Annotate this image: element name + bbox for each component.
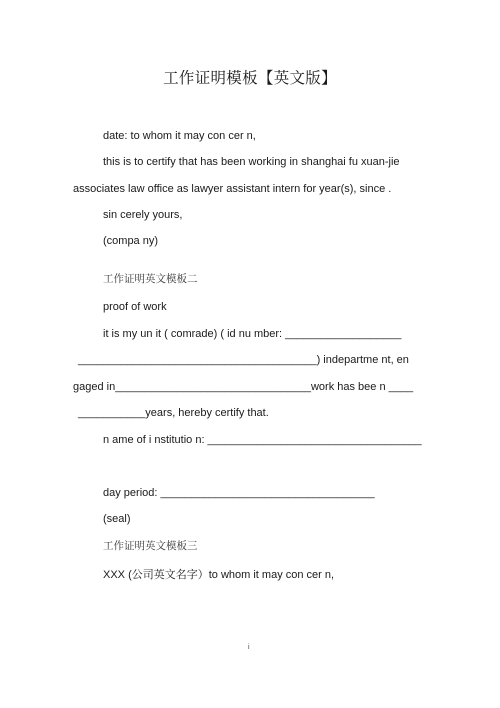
section-heading-2: 工作证明英文模板二 <box>103 273 198 285</box>
company-line: (compa ny) <box>103 235 159 247</box>
department-line: _______________________________________) indepartme nt, en <box>78 354 409 366</box>
institution-line: n ame of i nstitutio n: ___________________________________ <box>103 434 422 446</box>
greeting-line: date: to whom it may con cer n, <box>103 130 256 142</box>
proof-of-work-line: proof of work <box>103 301 167 313</box>
company-name-line: XXX (公司英文名字）to whom it may con cer n, <box>103 569 335 581</box>
page-number: i <box>248 644 250 651</box>
id-number-line: it is my un it ( comrade) ( id nu mber: ___________________ <box>103 328 402 340</box>
day-period-line: day period: ___________________________________ <box>103 487 375 499</box>
engaged-line: gaged in________________________________work has bee n ____ <box>73 381 414 393</box>
section-heading-3: 工作证明英文模板三 <box>103 540 198 552</box>
years-line: ___________years, hereby certify that. <box>78 407 269 419</box>
document-title: 工作证明模板【英文版】 <box>163 69 337 87</box>
closing-line: sin cerely yours, <box>103 209 183 221</box>
seal-line: (seal) <box>103 513 131 525</box>
body-line-2: associates law office as lawyer assistant intern for year(s), since . <box>73 183 392 195</box>
body-line-1: this is to certify that has been working in shanghai fu xuan-jie <box>103 156 400 168</box>
